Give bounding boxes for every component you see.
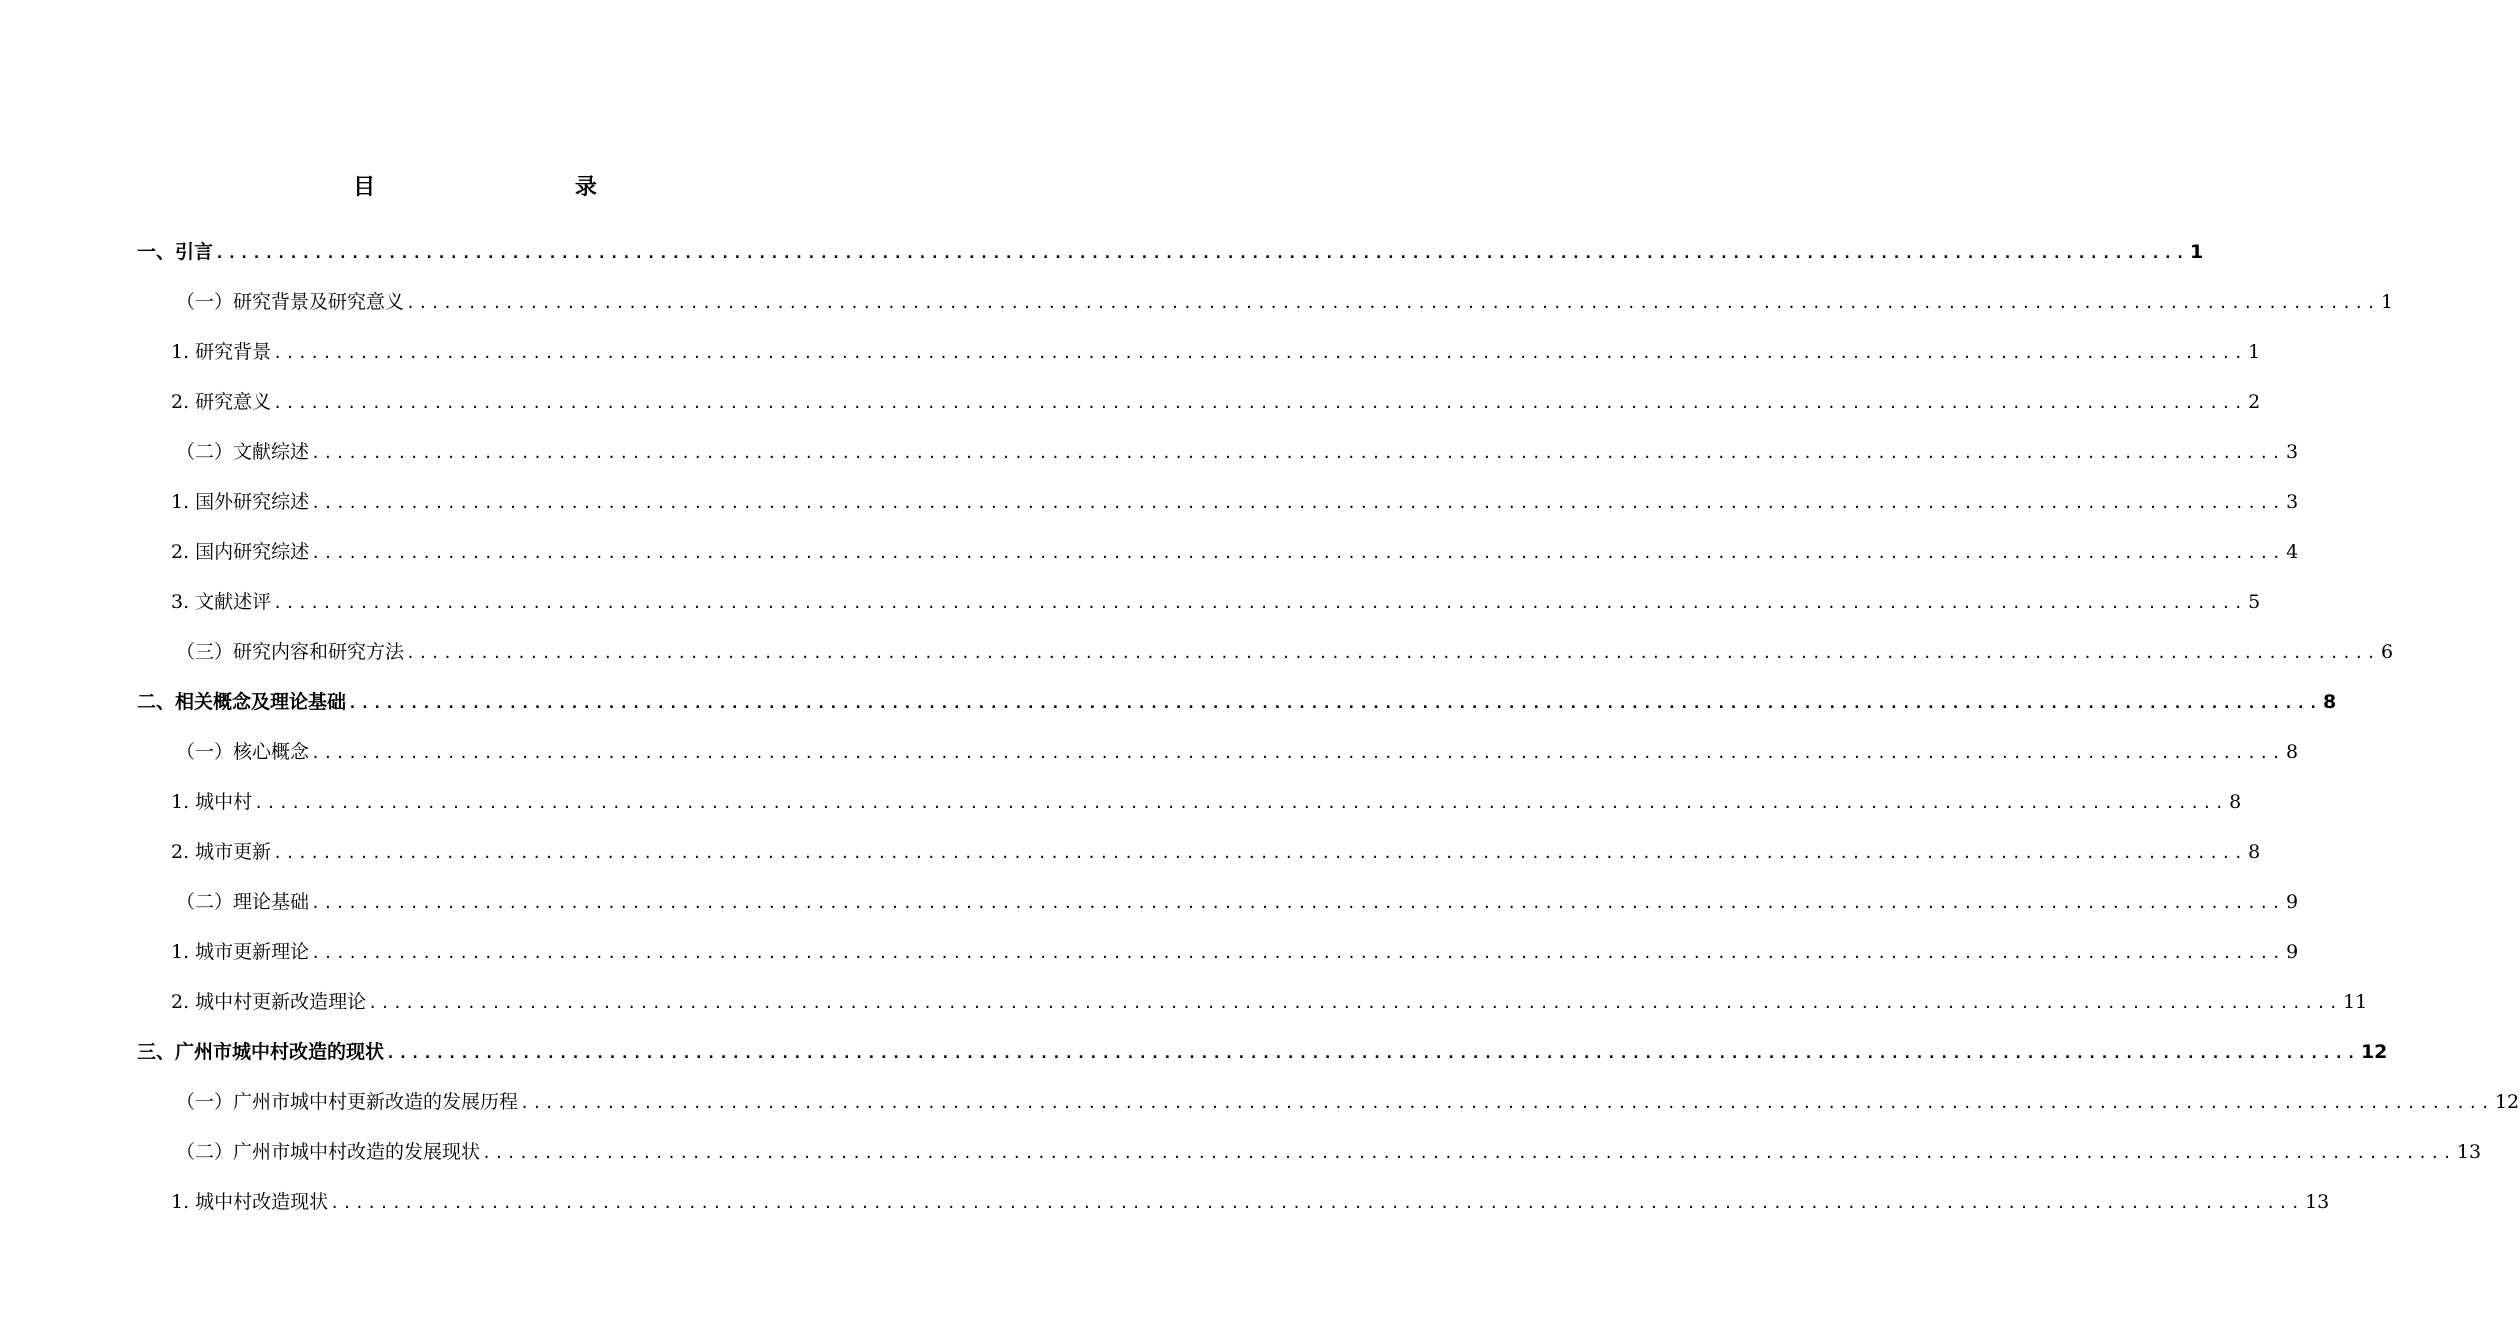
toc-page-number: 8	[2248, 841, 2261, 863]
toc-page-number: 11	[2343, 991, 2368, 1013]
toc-leader-dots: ................................................................................................................................................................	[311, 894, 2284, 912]
toc-leader-dots: ................................................................................................................................................................	[273, 844, 2247, 862]
toc-page-number: 9	[2285, 891, 2299, 913]
toc-entry-text: 2. 国内研究综述	[171, 541, 310, 563]
toc-leader-dots: ................................................................................................................................................................	[273, 594, 2247, 612]
toc-page-number: 13	[2456, 1141, 2482, 1163]
toc-entry-text: 二、相关概念及理论基础	[137, 691, 347, 713]
toc-page-number: 8	[2285, 741, 2299, 763]
toc-leader-dots: ................................................................................................................................................................	[406, 644, 2379, 662]
toc-entry[interactable]	[176, 286, 2394, 318]
toc-entry-text: （二）文献综述	[176, 441, 310, 463]
toc-leader-dots: ................................................................................................................................................................	[215, 244, 2188, 262]
toc-leader-dots: ................................................................................................................................................................	[311, 744, 2284, 762]
toc-page-number: 3	[2285, 441, 2299, 463]
toc-entry[interactable]	[176, 886, 2299, 918]
toc-entry[interactable]	[137, 236, 2204, 268]
toc-entry-text: 1. 研究背景	[171, 341, 272, 363]
toc-leader-dots: ................................................................................................................................................................	[273, 394, 2247, 412]
toc-entry-text: 1. 城市更新理论	[171, 941, 310, 963]
toc-entry[interactable]	[176, 436, 2299, 468]
toc-entry[interactable]	[137, 1036, 2388, 1068]
toc-entry-text: （三）研究内容和研究方法	[176, 641, 405, 663]
toc-entry[interactable]	[171, 336, 2261, 368]
toc-entry[interactable]	[171, 586, 2261, 618]
toc-leader-dots: ................................................................................................................................................................	[386, 1044, 2359, 1062]
toc-page-number: 1	[2380, 291, 2394, 313]
toc-entry-text: （一）广州市城中村更新改造的发展历程	[176, 1091, 519, 1113]
toc-page-number: 2	[2248, 391, 2261, 413]
toc-page-number: 6	[2380, 641, 2394, 663]
toc-entry-text: （二）理论基础	[176, 891, 310, 913]
toc-leader-dots: ................................................................................................................................................................	[311, 444, 2284, 462]
toc-entry[interactable]	[176, 736, 2299, 768]
toc-entry-text: （二）广州市城中村改造的发展现状	[176, 1141, 481, 1163]
toc-leader-dots: ................................................................................................................................................................	[482, 1144, 2455, 1162]
toc-page-number: 12	[2494, 1091, 2519, 1113]
toc-entry[interactable]	[137, 686, 2337, 718]
toc-entry-text: 2. 研究意义	[171, 391, 272, 413]
toc-entry[interactable]	[171, 986, 2368, 1018]
toc-entry-text: 3. 文献述评	[171, 591, 272, 613]
toc-page-number: 8	[2229, 791, 2242, 813]
toc-leader-dots: ................................................................................................................................................................	[520, 1094, 2493, 1112]
toc-page-number: 4	[2286, 541, 2299, 563]
toc-page-number: 9	[2286, 941, 2299, 963]
toc-page-number: 8	[2322, 691, 2337, 713]
toc-leader-dots: ................................................................................................................................................................	[311, 494, 2285, 512]
toc-page-number: 1	[2248, 341, 2261, 363]
toc-page-number: 13	[2305, 1191, 2330, 1213]
toc-entry[interactable]	[176, 1136, 2482, 1168]
toc-entry[interactable]	[171, 386, 2261, 418]
toc-leader-dots: ................................................................................................................................................................	[406, 294, 2379, 312]
toc-entry-text: （一）研究背景及研究意义	[176, 291, 405, 313]
toc-entry-text: 1. 城中村改造现状	[171, 1191, 329, 1213]
toc-leader-dots: ................................................................................................................................................................	[311, 944, 2285, 962]
toc-leader-dots: ................................................................................................................................................................	[368, 994, 2342, 1012]
toc-entry[interactable]	[171, 836, 2261, 868]
toc-entry-text: 2. 城中村更新改造理论	[171, 991, 367, 1013]
toc-entry-text: 1. 国外研究综述	[171, 491, 310, 513]
toc-page-number: 5	[2248, 591, 2261, 613]
toc-entry-text: 2. 城市更新	[171, 841, 272, 863]
toc-leader-dots: ................................................................................................................................................................	[330, 1194, 2304, 1212]
toc-page-number: 1	[2189, 241, 2204, 263]
toc-title: 目 录	[353, 175, 693, 200]
toc-entry[interactable]	[171, 536, 2299, 568]
toc-entry-text: 1. 城中村	[171, 791, 253, 813]
toc-page-number: 3	[2286, 491, 2299, 513]
toc-page-number: 12	[2360, 1041, 2388, 1063]
toc-entry[interactable]	[171, 486, 2299, 518]
toc-entry[interactable]	[176, 1086, 2519, 1118]
toc-entry-text: 一、引言	[137, 241, 214, 263]
toc-leader-dots: ................................................................................................................................................................	[273, 344, 2247, 362]
toc-entry-text: 三、广州市城中村改造的现状	[137, 1041, 385, 1063]
toc-entry-text: （一）核心概念	[176, 741, 310, 763]
toc-entry[interactable]	[171, 1186, 2330, 1218]
toc-entry[interactable]	[176, 636, 2394, 668]
toc-leader-dots: ................................................................................................................................................................	[254, 794, 2228, 812]
toc-entry[interactable]	[171, 936, 2299, 968]
toc-leader-dots: ................................................................................................................................................................	[348, 694, 2321, 712]
toc-leader-dots: ................................................................................................................................................................	[311, 544, 2285, 562]
toc-entry[interactable]	[171, 786, 2242, 818]
